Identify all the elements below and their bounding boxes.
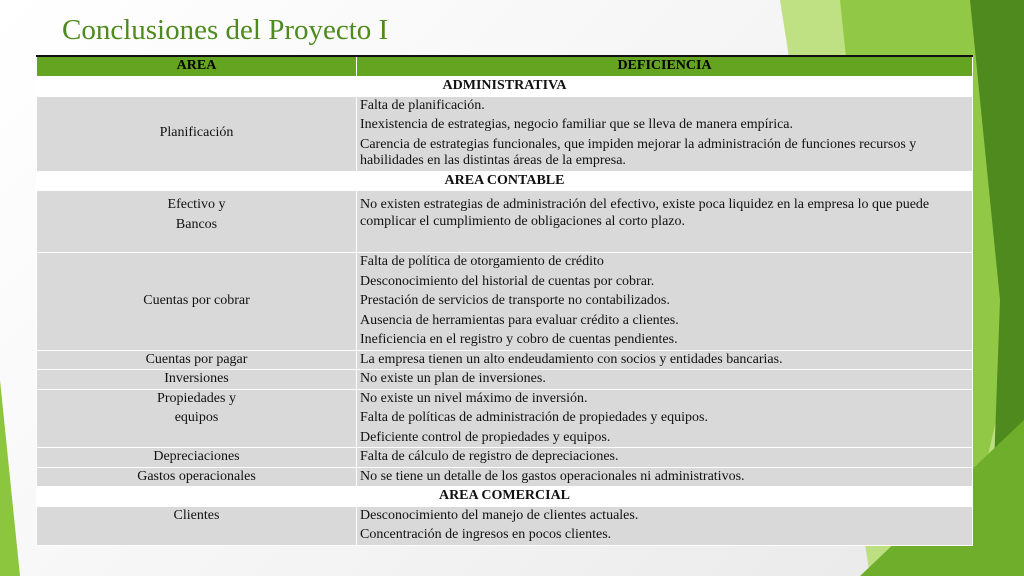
deficiency-item: Ausencia de herramientas para evaluar crédito a clientes.: [360, 312, 679, 328]
area-cell: [37, 389, 357, 448]
section-row: [37, 487, 973, 507]
deficiency-item: Falta de política de otorgamiento de crédito: [360, 254, 604, 270]
area-line: Bancos: [175, 216, 218, 232]
area-line: Propiedades y: [157, 390, 236, 406]
area-cell: Cuentas por pagar: [37, 350, 357, 370]
deficiency-item: No existe un nivel máximo de inversión.: [360, 390, 588, 406]
area-cell: Planificación: [37, 96, 357, 171]
deficiency-item: Deficiente control de propiedades y equipos.: [360, 429, 611, 445]
page-title: Conclusiones del Proyecto I: [62, 14, 389, 46]
deficiency-cell: [357, 191, 973, 253]
deficiency-item: Desconocimiento del manejo de clientes actuales.: [360, 507, 639, 523]
table-row: [37, 506, 973, 545]
deficiency-cell: [357, 96, 973, 171]
area-cell: Inversiones: [37, 370, 357, 390]
deficiency-item: Prestación de servicios de transporte no contabilizados.: [360, 293, 670, 309]
deficiency-item: Carencia de estrategias funcionales, que impiden mejorar la administración de funciones recursos y habilidades en las distintas áreas de la empresa.: [360, 136, 917, 169]
area-cell: [37, 191, 357, 253]
area-line: equipos: [174, 410, 219, 426]
section-row: [37, 171, 973, 191]
area-line: Efectivo y: [167, 197, 226, 213]
deficiency-cell: [357, 389, 973, 448]
conclusions-table: [36, 55, 973, 546]
table-header-row: [37, 56, 973, 77]
deficiency-cell: [357, 448, 973, 468]
table-row: [37, 191, 973, 253]
table-row: [37, 389, 973, 448]
header-deficiencia: DEFICIENCIA: [357, 56, 973, 77]
section-row: [37, 77, 973, 97]
table-row: [37, 448, 973, 468]
deficiency-item: Inexistencia de estrategias, negocio familiar que se lleva de manera empírica.: [360, 117, 794, 133]
deficiency-item: Desconocimiento del historial de cuentas por cobrar.: [360, 273, 655, 289]
deficiency-cell: [357, 350, 973, 370]
deficiency-item: No existe un plan de inversiones.: [360, 371, 546, 387]
deficiency-item: Concentración de ingresos en pocos clientes.: [360, 527, 612, 543]
deficiency-cell: [357, 506, 973, 545]
deficiency-item: Falta de políticas de administración de propiedades y equipos.: [360, 410, 708, 426]
header-area: AREA: [37, 56, 357, 77]
section-comercial: AREA COMERCIAL: [37, 487, 973, 507]
deficiency-item: Ineficiencia en el registro y cobro de cuentas pendientes.: [360, 332, 678, 348]
deficiency-item: No se tiene un detalle de los gastos operacionales ni administrativos.: [360, 468, 745, 484]
green-stripe-left: [0, 380, 20, 576]
deficiency-item: La empresa tienen un alto endeudamiento con socios y entidades bancarias.: [360, 351, 783, 367]
area-cell: Clientes: [37, 506, 357, 545]
deficiency-item: Falta de planificación.: [360, 97, 485, 113]
table-row: [37, 96, 973, 171]
deficiency-item: No existen estrategias de administración del efectivo, existe poca liquidez en la empresa lo que puede complicar el cumplimiento de obligaciones al corto plazo.: [360, 197, 930, 229]
deficiency-cell: [357, 467, 973, 487]
table-row: [37, 467, 973, 487]
area-cell: Cuentas por cobrar: [37, 253, 357, 351]
section-administrativa: ADMINISTRATIVA: [37, 77, 973, 97]
area-cell: Depreciaciones: [37, 448, 357, 468]
table-row: [37, 350, 973, 370]
table-row: [37, 253, 973, 351]
deficiency-item: Falta de cálculo de registro de depreciaciones.: [360, 449, 619, 465]
deficiency-cell: [357, 253, 973, 351]
section-contable: AREA CONTABLE: [37, 171, 973, 191]
area-cell: Gastos operacionales: [37, 467, 357, 487]
table-row: [37, 370, 973, 390]
deficiency-cell: [357, 370, 973, 390]
